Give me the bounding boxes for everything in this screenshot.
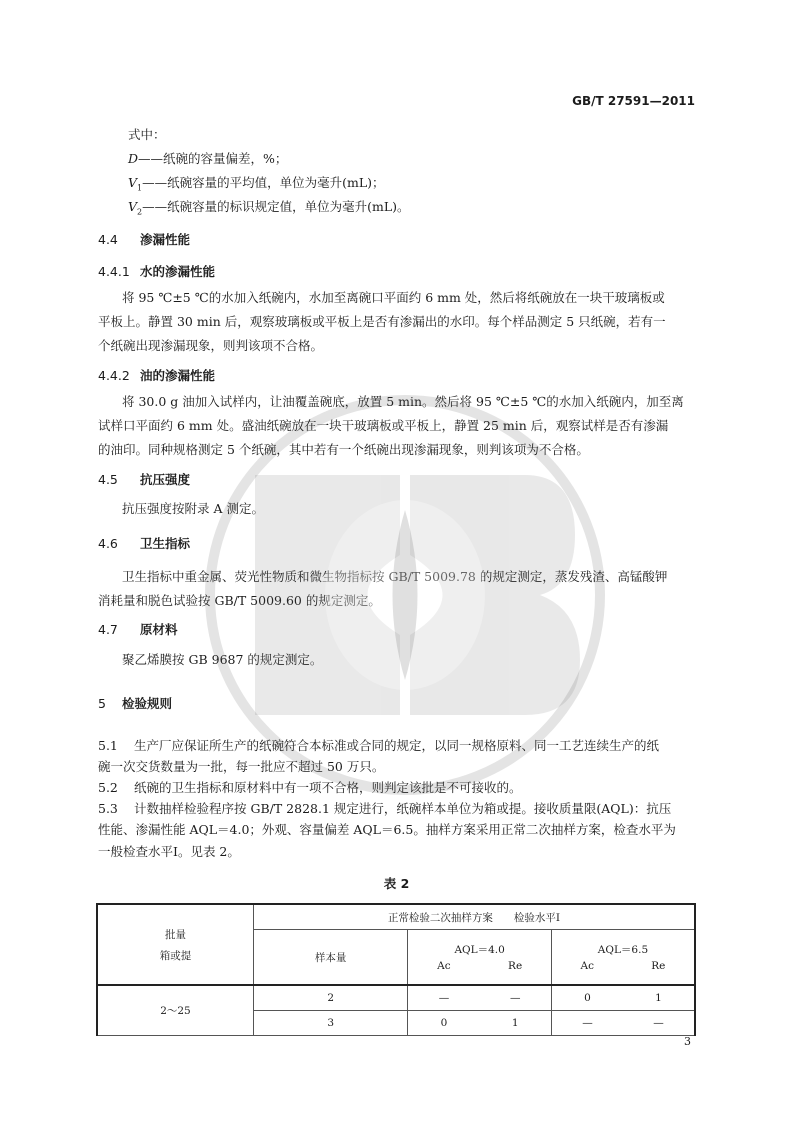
section-4-6-heading <box>98 534 190 552</box>
re-value: 1 <box>511 1017 519 1029</box>
ac-value: — <box>438 992 450 1004</box>
page-number: 3 <box>684 1035 691 1048</box>
paragraph-line: 的油印。同种规格测定 5 个纸碗，其中若有一个纸碗出现渗漏现象，则判该项为不合格。 <box>98 442 589 457</box>
paragraph-line: 将 95 ℃±5 ℃的水加入纸碗内，水加至离碗口平面约 6 mm 处，然后将纸碗放在一块干玻璃板或 <box>122 290 665 305</box>
clause-number: 5.1 <box>98 738 118 753</box>
formula-subscript: 1 <box>137 183 143 193</box>
section-number: 4.5 <box>98 472 118 487</box>
paragraph-line: 将 30.0 g 油加入试样内，让油覆盖碗底，放置 5 min。然后将 95 ℃±5 ℃的水加入纸碗内，加至离 <box>122 394 684 409</box>
paragraph-line: 卫生指标中重金属、荧光性物质和微生物指标按 GB/T 5009.78 的规定测定，蒸发残渣、高锰酸钾 <box>122 569 668 584</box>
batch-range-cell: 2～25 <box>97 985 253 1036</box>
sample-size-header: 样本量 <box>253 930 407 986</box>
plan-header-cell: 正常检验二次抽样方案 检验水平Ⅰ <box>253 904 695 930</box>
standard-code: GB/T 27591—2011 <box>572 94 695 108</box>
aql-label: AQL＝4.0 <box>454 944 505 956</box>
aql-4-cell <box>408 1011 552 1036</box>
section-number: 4.4.1 <box>98 264 130 279</box>
clause-text: 生产厂应保证所生产的纸碗符合本标准或合同的规定，以同一规格原料、同一工艺连续生产的纸 <box>134 738 660 753</box>
paragraph-line: 抗压强度按附录 A 测定。 <box>122 501 264 516</box>
ac-value: 0 <box>584 992 591 1004</box>
section-number: 4.4.2 <box>98 368 130 383</box>
formula-line-v2 <box>128 195 410 225</box>
clause-number: 5.3 <box>98 801 118 816</box>
table-header-row <box>97 904 695 930</box>
section-5-heading <box>98 694 172 712</box>
section-title: 水的渗漏性能 <box>140 264 216 279</box>
aql-6-5-cell <box>551 1011 695 1036</box>
batch-header-cell <box>97 904 253 985</box>
ac-label: Ac <box>437 960 451 972</box>
paragraph-line: 性能、渗漏性能 AQL＝4.0；外观、容量偏差 AQL＝6.5。抽样方案采用正常二次抽样方案，检查水平为 <box>98 822 676 837</box>
paragraph-line: 一般检查水平Ⅰ。见表 2。 <box>98 844 240 859</box>
paragraph-line: 个纸碗出现渗漏现象，则判该项不合格。 <box>98 338 324 353</box>
paragraph-line: 试样口平面约 6 mm 处。盛油纸碗放在一块干玻璃板或平板上，静置 25 min 后，观察试样是否有渗漏 <box>98 418 669 433</box>
aql-label: AQL＝6.5 <box>597 944 649 956</box>
re-value: 1 <box>655 992 662 1004</box>
section-4-7-heading <box>98 620 178 638</box>
formula-text: ——纸碗的容量偏差，%； <box>138 151 288 166</box>
ac-re-labels <box>408 960 551 972</box>
batch-unit-label: 箱或提 <box>159 949 192 962</box>
aql-6-5-cell <box>551 985 695 1011</box>
re-label: Re <box>651 960 666 972</box>
paragraph-line: 平板上。静置 30 min 后，观察玻璃板或平板上是否有渗漏出的水印。每个样品测定 5 只纸碗，若有一 <box>98 314 666 329</box>
paragraph-line: 聚乙烯膜按 GB 9687 的规定测定。 <box>122 652 323 667</box>
clause-number: 5.2 <box>98 780 118 795</box>
section-4-4-heading <box>98 230 190 248</box>
section-4-4-1-heading <box>98 262 215 280</box>
section-number: 4.6 <box>98 536 118 551</box>
section-number: 4.4 <box>98 232 118 247</box>
section-4-5-heading <box>98 470 190 488</box>
section-title: 检验规则 <box>122 696 173 711</box>
clause-text: 计数抽样检验程序按 GB/T 2828.1 规定进行，纸碗样本单位为箱或提。接收质量限(AQL)：抗压 <box>134 801 672 816</box>
formula-where-label: 式中： <box>128 127 166 142</box>
formula-text: ——纸碗容量的标识规定值，单位为毫升(mL)。 <box>142 199 410 214</box>
ac-re-labels <box>552 960 694 972</box>
aql-6-5-header <box>551 930 695 986</box>
batch-label: 批量 <box>164 928 186 941</box>
formula-symbol: V <box>128 199 138 214</box>
section-4-4-2-heading <box>98 366 215 384</box>
formula-line-d <box>128 147 287 171</box>
formula-text: ——纸碗容量的平均值，单位为毫升(mL)； <box>142 175 385 190</box>
section-title: 抗压强度 <box>140 472 191 487</box>
formula-subscript: 2 <box>137 207 143 217</box>
formula-symbol: V <box>128 175 138 190</box>
clause-text: 纸碗的卫生指标和原材料中有一项不合格，则判定该批是不可接收的。 <box>134 780 522 795</box>
ac-label: Ac <box>580 960 594 972</box>
aql-4-header <box>408 930 552 986</box>
section-title: 原材料 <box>140 622 178 637</box>
re-value: — <box>510 992 521 1004</box>
section-number: 5 <box>98 696 106 711</box>
ac-value: 0 <box>440 1017 448 1029</box>
section-title: 渗漏性能 <box>140 232 191 247</box>
section-title: 卫生指标 <box>140 536 191 551</box>
re-value: — <box>653 1017 664 1029</box>
re-label: Re <box>508 960 523 972</box>
sample-size-cell: 2 <box>253 985 407 1011</box>
sample-size-cell: 3 <box>253 1011 407 1036</box>
ac-value: — <box>582 1017 593 1029</box>
paragraph-line: 碗一次交货数量为一批，每一批应不超过 50 万只。 <box>98 759 385 774</box>
aql-4-cell <box>408 985 552 1011</box>
table-caption: 表 2 <box>383 876 410 891</box>
sampling-table <box>96 903 696 1036</box>
section-title: 油的渗漏性能 <box>140 368 216 383</box>
formula-symbol: D <box>128 151 139 166</box>
paragraph-line: 消耗量和脱色试验按 GB/T 5009.60 的规定测定。 <box>98 593 381 608</box>
table-row <box>97 985 695 1011</box>
section-number: 4.7 <box>98 622 118 637</box>
